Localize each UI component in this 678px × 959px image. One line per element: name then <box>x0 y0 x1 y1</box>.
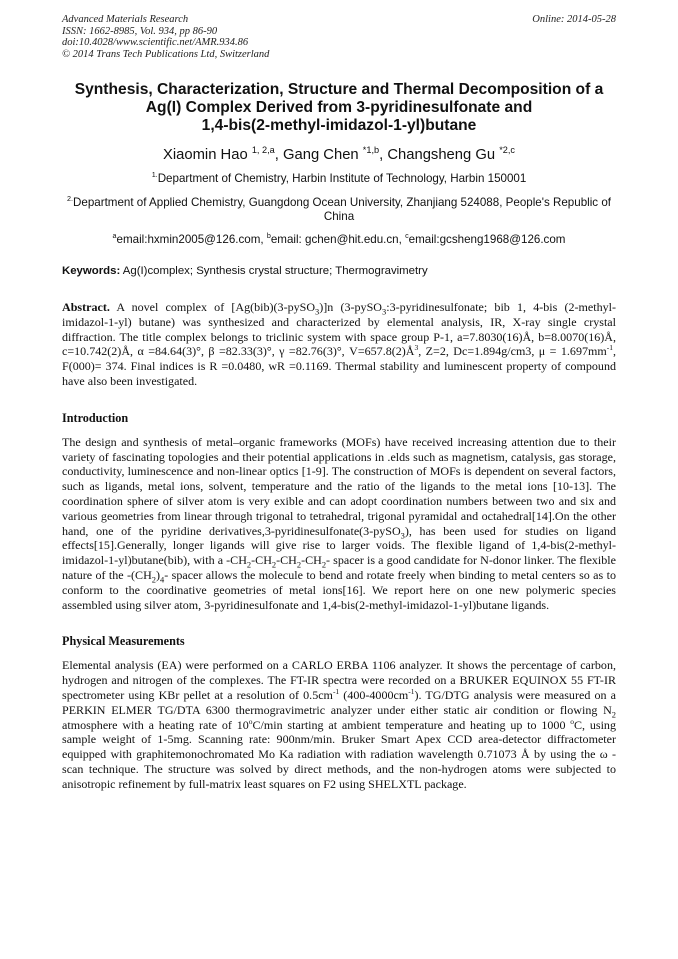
author-name: Gang Chen <box>282 147 359 163</box>
abstract-text: A novel complex of [Ag(bib)(3-pySO <box>109 300 316 314</box>
author-list <box>62 146 616 164</box>
journal-name: Advanced Materials Research <box>62 14 189 25</box>
email-c: email:gcsheng1968@126.com <box>408 233 566 246</box>
subscript: 2 <box>271 559 277 570</box>
keywords <box>62 264 616 278</box>
author-name: Xiaomin Hao <box>162 147 248 163</box>
email-b: email: gchen@hit.edu.cn, <box>270 233 406 246</box>
subscript: 3 <box>315 306 320 317</box>
body-text: ), has been used for studies on ligand effects[15].Generally, longer ligands will give rise to larger voids. The flexible ligand of 1,4-bis(2-methyl-imidazol-1-yl)butane(bib), with a -CH <box>62 523 617 568</box>
title-line-2: Ag(I) Complex Derived from 3-pyridinesulfonate and <box>145 99 533 116</box>
physical-measurements-paragraph <box>62 658 616 791</box>
body-text: - spacer is a good candidate for N-donor linker. The flexible nature of the -(CH <box>62 553 617 582</box>
affiliation-1 <box>62 172 616 186</box>
body-text: ). TG/DTG analysis were measured on a PERKIN ELMER TG/DTA 6300 thermogravimetric analyzer under either static air condition or flowing N <box>62 687 616 717</box>
superscript: o <box>248 716 253 726</box>
affiliation-text: Department of Chemistry, Harbin Institute of Technology, Harbin 150001 <box>157 172 527 185</box>
keywords-label: Keywords: <box>62 265 121 277</box>
journal-issn: ISSN: 1662-8985, Vol. 934, pp 86-90 <box>62 25 218 37</box>
abstract-text: )]n (3-pySO <box>319 300 382 314</box>
author-affiliation-mark: *1,b <box>362 145 380 156</box>
superscript: 3 <box>414 343 419 353</box>
keywords-text: Ag(I)complex; Synthesis crystal structure; Thermogravimetry <box>120 265 428 277</box>
subscript: 2 <box>611 709 616 720</box>
body-text: -CH <box>251 553 272 568</box>
abstract-label: Abstract. <box>62 300 110 314</box>
title-line-3: 1,4-bis(2-methyl-imidazol-1-yl)butane <box>201 117 477 134</box>
body-text: The design and synthesis of metal–organic frameworks (MOFs) have received increasing attention due to their variety of fascinating topologies and their potential applications in .elds such as magnetism, catalysis, gas storage, conductivity, luminescence and non-linear optics [1-9]. The construction of MOFs is dependent on several factors, such as ligands, metal ions, solvent, temperature and the ratio of the ligands to the metal ions [10-13]. The coordination sphere of silver atom is very exible and can adopt coordination numbers between two and six and various geometries from linear through trigonal to tetrahedral, trigonal pyramidal and octahedral[14].On the other hand, one of the pyridine derivatives,3-pyridinesulfonate(3-pySO <box>62 434 616 538</box>
subscript: 2 <box>246 559 252 570</box>
author-affiliation-mark: *2,c <box>499 145 516 156</box>
author-separator: , <box>379 147 388 163</box>
subscript: 3 <box>400 529 405 540</box>
author-name: Changsheng Gu <box>387 147 496 163</box>
superscript: -1 <box>408 686 415 696</box>
superscript: -1 <box>332 686 340 696</box>
affiliation-number: 1. <box>151 170 158 180</box>
subscript: 3 <box>382 306 387 317</box>
email-mark: c <box>405 231 409 241</box>
body-text: - spacer allows the molecule to bend and rotate freely when binding to metal centers so as to conform to the coordinative geometries of metal ions[16]. We report here on one new polymeric species assembled using silver atom, 3-pyridinesulfonate and 1,4-bis(2-methyl-imidazol-1-yl)butane ligands. <box>62 567 616 612</box>
superscript: o <box>570 716 575 726</box>
paper-title <box>62 81 616 135</box>
abstract-text: , F(000)= 374. Final indices is R =0.0480, wR =0.1169. Thermal stability and luminescent property of compound have also been investigated. <box>62 344 616 388</box>
subscript: 2 <box>321 559 327 570</box>
body-text: atmosphere with a heating rate of 10 <box>62 717 249 732</box>
body-text: ) <box>156 567 161 582</box>
abstract <box>62 300 616 389</box>
body-text: (400-4000cm <box>339 687 409 702</box>
subscript: 2 <box>296 559 302 570</box>
subscript: 2 <box>151 574 157 585</box>
body-text: -CH <box>276 553 297 568</box>
email-mark: a <box>112 231 117 241</box>
email-a: email:hxmin2005@126.com, <box>116 233 267 246</box>
introduction-paragraph <box>62 435 616 613</box>
journal-doi: doi:10.4028/www.scientific.net/AMR.934.86 <box>62 37 249 48</box>
body-text: C/min starting at ambient temperature and heating up to 1000 <box>252 717 571 732</box>
email-mark: b <box>266 231 271 241</box>
subscript: 4 <box>160 574 165 585</box>
author-affiliation-mark: 1, 2,a <box>251 145 275 156</box>
author-emails <box>62 233 616 247</box>
affiliation-2 <box>62 196 616 224</box>
abstract-text: , Z=2, Dc=1.894g/cm3, μ = 1.697mm <box>418 344 607 359</box>
title-line-1: Synthesis, Characterization, Structure and Thermal Decomposition of a <box>74 81 604 98</box>
online-date: Online: 2014-05-28 <box>532 14 616 25</box>
superscript: -1 <box>606 343 613 353</box>
section-heading-physical-measurements: Physical Measurements <box>62 634 185 649</box>
body-text: -CH <box>301 553 322 568</box>
section-heading-introduction: Introduction <box>62 410 129 425</box>
affiliation-number: 2. <box>67 194 73 204</box>
journal-header <box>62 14 616 60</box>
abstract-text: :3-pyridinesulfonate; bib 1, 4-bis (2-methyl-imidazol-1-yl) butane) was synthesized and characterized by elemental analysis, IR, X-ray single crystal diffraction. The title complex belongs to triclinic system with space group P-1, a=7.8030(16)Å, b=8.0070(16)Å, c=10.742(2)Å, α =84.64(3)°, β =82.33(3)°, γ =82.76(3)°, V=657.8(2)Å <box>62 300 617 359</box>
body-text: Elemental analysis (EA) were performed on a CARLO ERBA 1106 analyzer. It shows the percentage of carbon, hydrogen and nitrogen of the complexes. The FT-IR spectra were recorded on a BRUKER EQUINOX 55 FT-IR spectrometer using KBr pellet at a resolution of 0.5cm <box>62 658 616 702</box>
affiliation-text: Department of Applied Chemistry, Guangdong Ocean University, Zhanjiang 524088, People's Republic of China <box>73 196 611 223</box>
journal-copyright: © 2014 Trans Tech Publications Ltd, Switzerland <box>62 48 270 60</box>
body-text: C, using sample weight of 1-5mg. Scanning rate: 900nm/min. Bruker Smart Apex CCD area-detector diffractometer equipped with graphitemonochromated Mo Ka radiation with radiation wavelength 0.71073 Å by using the ω -scan technique. The structure was solved by direct methods, and the non-hydrogen atoms were subjected to anisotropic refinement by full-matrix least squares on F2 using SHELXTL package. <box>62 717 616 791</box>
author-separator: , <box>274 147 283 163</box>
